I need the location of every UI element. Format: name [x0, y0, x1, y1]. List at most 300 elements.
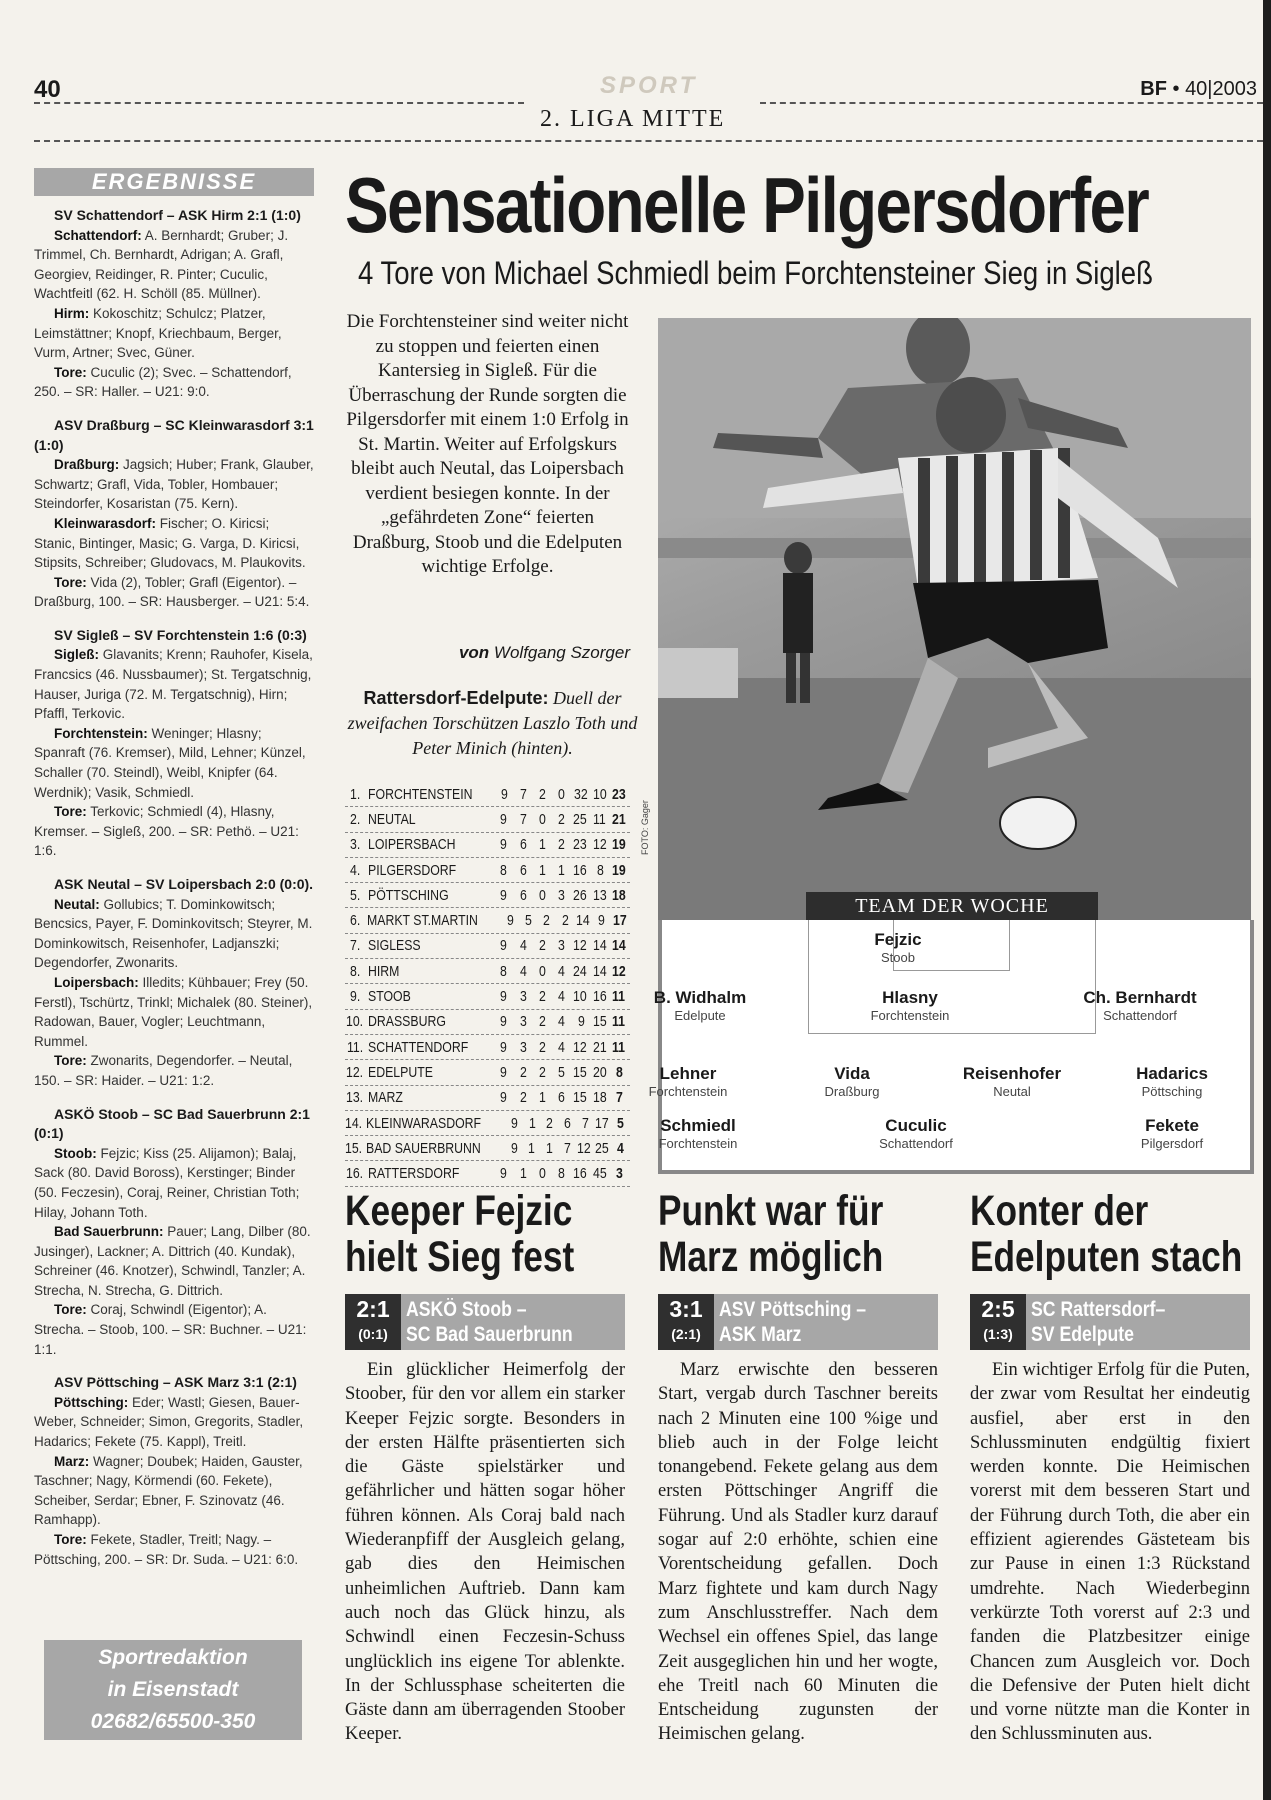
cell-value: 1 — [519, 1165, 527, 1183]
article-headline — [658, 1188, 938, 1288]
article-column — [345, 1188, 625, 1747]
standings-cell-ga — [591, 887, 610, 904]
cell-value: SIGLESS — [367, 937, 421, 955]
standings-cell-l — [553, 1013, 572, 1030]
cell-value: 25 — [573, 810, 588, 828]
standings-cell-l — [553, 1089, 572, 1106]
standings-cell-d — [534, 811, 553, 828]
standings-cell-pos — [345, 1039, 368, 1056]
contact-phone: 02682/65500-350 — [90, 1710, 256, 1733]
cell-value: 2 — [539, 937, 546, 955]
headline-line: Keeper Fejzic — [345, 1187, 573, 1235]
match-result — [34, 1373, 314, 1569]
standings-cell-d — [534, 988, 553, 1005]
cell-value: 7 — [616, 1089, 624, 1107]
lineup-text: Gollubics; T. Dominkowitsch; Bencsics, Payer, F. Dominkovitsch; Steyrer, M. Dominkowitsch, Reisenhofer, Ladjanszki; Degendorfer, Zwonarits. — [34, 896, 313, 971]
standings-cell-ga — [595, 1140, 613, 1157]
standings-cell-ga — [593, 912, 611, 929]
cell-value: 11 — [612, 1013, 626, 1031]
standings-cell-l — [553, 862, 572, 879]
lineup-line — [34, 1051, 314, 1090]
standings-cell-name — [368, 937, 495, 954]
standings-cell-l — [553, 811, 572, 828]
standings-row — [345, 934, 630, 959]
cell-value: 10 — [592, 785, 607, 803]
standings-cell-p — [495, 786, 514, 803]
cell-value: 15 — [573, 1063, 588, 1081]
cell-value: 15 — [592, 1013, 607, 1031]
team-of-week-player — [630, 988, 770, 1023]
team-label: Tore: — [54, 1302, 87, 1318]
standings-cell-d — [534, 1165, 553, 1182]
cell-value: 1 — [558, 861, 566, 879]
team-of-week-player — [828, 930, 968, 965]
lineup-text: Zwonarits, Degendorfer. – Neutal, 150. – SR: Haider. – U21: 1:2. — [34, 1053, 293, 1088]
team-line: SC Bad Sauerbrunn — [406, 1323, 573, 1346]
standings-cell-l — [553, 988, 572, 1005]
standings-cell-p — [495, 1039, 514, 1056]
team-of-week-player — [782, 1064, 922, 1099]
standings-cell-pos — [345, 963, 368, 980]
standings-cell-p — [495, 887, 514, 904]
lineup-text: Cuculic (2); Svec. – Schattendorf, 250. – SR: Haller. – U21: 9:0. — [34, 364, 292, 400]
standings-cell-pos — [345, 786, 368, 803]
cell-value: 2 — [539, 1063, 546, 1081]
standings-cell-gf — [572, 786, 591, 803]
standings-cell-pos — [345, 912, 367, 929]
article-column — [970, 1188, 1250, 1747]
player-name: Schmiedl — [660, 1116, 736, 1135]
cell-value: 14 — [575, 912, 590, 930]
lineup-line — [34, 973, 314, 1051]
standings-cell-name — [368, 887, 495, 904]
standings-cell-name — [368, 988, 495, 1005]
cell-value: 3 — [519, 988, 527, 1006]
standings-cell-p — [495, 836, 514, 853]
standings-cell-pts — [611, 1013, 630, 1030]
headline-line: Punkt war für — [658, 1187, 884, 1235]
cell-value: 2 — [519, 1063, 527, 1081]
cell-value: 9 — [500, 1063, 508, 1081]
match-title: ASK Neutal – SV Loipersbach 2:0 (0:0). — [54, 876, 314, 892]
cell-value: 12 — [577, 1139, 592, 1157]
cell-value: 5 — [558, 1063, 566, 1081]
standings-cell-pts — [611, 811, 630, 828]
lineup-text: Kokoschitz; Schulcz; Platzer, Leimstättner; Knopf, Kriechbaum, Berger, Vurm, Artner; Svec, Güner. — [34, 305, 282, 361]
headline-line: Konter der — [970, 1187, 1149, 1235]
match-result — [34, 875, 314, 1091]
cell-value: 10. — [345, 1013, 364, 1031]
standings-cell-w — [514, 862, 533, 879]
standings-row — [345, 807, 630, 832]
standings-cell-gf — [577, 1140, 595, 1157]
score-box — [658, 1294, 714, 1350]
headline-line: Edelputen stach — [970, 1233, 1243, 1281]
cell-value: 8 — [616, 1063, 624, 1081]
cell-value: MARKT ST.MARTIN — [366, 912, 478, 930]
league-title: 2. LIGA MITTE — [540, 106, 726, 132]
cell-value: 18 — [592, 1089, 607, 1107]
team-label: Draßburg: — [54, 457, 120, 473]
standings-cell-pts — [611, 786, 630, 803]
standings-cell-d — [534, 1064, 553, 1081]
lineup-text: Fekete, Stadler, Treitl; Nagy. – Pöttsching, 200. – SR: Dr. Suda. – U21: 6:0. — [34, 1532, 299, 1567]
standings-cell-l — [553, 1039, 572, 1056]
standings-row — [345, 1010, 630, 1035]
cell-value: 9 — [506, 912, 514, 930]
cell-value: 32 — [573, 785, 588, 803]
cell-value: 1 — [528, 1139, 536, 1157]
standings-cell-l — [553, 836, 572, 853]
standings-cell-l — [553, 963, 572, 980]
standings-cell-ga — [591, 811, 610, 828]
byline-author: Wolfgang Szorger — [493, 643, 630, 662]
lineup-line — [34, 1393, 314, 1452]
standings-row — [345, 1111, 630, 1136]
lineup-text: Pauer; Lang, Dilber (80. Jusinger), Lackner; A. Dittrich (40. Kundak), Schreiner (46. Knotzer), Schwindl, Tanzler; A. Strecha, N. Strecha, G. Dittrich. — [34, 1224, 311, 1298]
cell-value: 9 — [510, 1114, 518, 1132]
standings-cell-pos — [345, 1013, 368, 1030]
standings-cell-pts — [612, 912, 630, 929]
standings-cell-p — [495, 1089, 514, 1106]
cell-value: FORCHTENSTEIN — [367, 785, 473, 803]
cell-value: 9 — [510, 1139, 518, 1157]
cell-value: 7 — [519, 810, 527, 828]
lineup-line — [34, 802, 314, 861]
brand: BF — [1140, 78, 1167, 100]
standings-cell-p — [495, 963, 514, 980]
cell-value: 9 — [500, 785, 508, 803]
match-title: ASV Draßburg – SC Kleinwarasdorf 3:1 (1:0) — [34, 416, 314, 453]
standings-cell-name — [366, 1115, 506, 1132]
cell-value: 11 — [612, 1038, 626, 1056]
cell-value: RATTERSDORF — [367, 1165, 460, 1183]
issue: 40|2003 — [1185, 78, 1257, 100]
standings-cell-p — [506, 1140, 524, 1157]
standings-cell-w — [514, 963, 533, 980]
cell-value: 0 — [539, 810, 546, 828]
cell-value: 0 — [539, 886, 546, 904]
cell-value: EDELPUTE — [367, 1063, 433, 1081]
cell-value: 12 — [612, 962, 626, 980]
score-bar — [345, 1294, 625, 1350]
cell-value: 3 — [519, 1038, 527, 1056]
team-of-week-player — [1102, 1116, 1242, 1151]
team-of-week-player — [1070, 988, 1210, 1023]
cell-value: 8 — [500, 962, 508, 980]
standings-cell-pos — [345, 1165, 368, 1182]
standings-cell-l — [559, 1140, 577, 1157]
byline-von: von — [458, 643, 490, 662]
cell-value: DRASSBURG — [367, 1013, 446, 1031]
team-label: Tore: — [54, 804, 87, 820]
standings-row — [345, 908, 630, 933]
headline-line: Marz möglich — [658, 1233, 884, 1281]
cell-value: 14 — [592, 937, 607, 955]
lineup-text: Coraj, Schwindl (Eigentor); A. Strecha. – Stoob, 100. – SR: Buchner. – U21: 1:1. — [34, 1302, 307, 1357]
team-label: Loipersbach: — [54, 974, 139, 990]
cell-value: 0 — [558, 785, 566, 803]
cell-value: 11. — [346, 1038, 363, 1056]
standings-row — [345, 858, 630, 883]
team-line: ASK Marz — [719, 1323, 802, 1346]
standings-cell-name — [368, 1013, 495, 1030]
lineup-line — [34, 645, 314, 723]
player-name: Lehner — [659, 1064, 717, 1083]
halftime-score: (1:3) — [983, 1326, 1013, 1342]
contact-line: in Eisenstadt — [107, 1678, 239, 1701]
standings-cell-ga — [591, 988, 610, 1005]
headline: Sensationelle Pilgersdorfer — [345, 161, 1149, 249]
lineup-text: A. Bernhardt; Gruber; J. Trimmel, Ch. Bernhardt, Adrigan; A. Grafl, Georgiev, Reidinger, R. Pinter; Cuculic, Wachtfeitl (62. H. Schöll (85. Müllner). — [34, 227, 289, 302]
team-label: Tore: — [54, 574, 87, 590]
cell-value: 12 — [573, 1038, 588, 1056]
standings-cell-name — [368, 811, 495, 828]
score-box — [970, 1294, 1026, 1350]
cell-value: 7 — [519, 785, 527, 803]
cell-value: 9 — [500, 836, 508, 854]
standings-cell-pos — [345, 811, 368, 828]
standings-cell-name — [367, 912, 502, 929]
team-of-week-player — [618, 1064, 758, 1099]
standings-row — [345, 833, 630, 858]
cell-value: 0 — [539, 962, 546, 980]
divider — [34, 102, 524, 104]
lineup-line — [34, 895, 314, 973]
standings-cell-w — [524, 1115, 542, 1132]
cell-value: KLEINWARASDORF — [365, 1114, 481, 1132]
standings-cell-name — [368, 1039, 495, 1056]
standings-cell-d — [534, 1089, 553, 1106]
standings-cell-name — [368, 786, 496, 803]
cell-value: 26 — [573, 886, 588, 904]
player-name: Ch. Bernhardt — [1083, 988, 1197, 1007]
standings-cell-pos — [345, 836, 368, 853]
standings-cell-pts — [611, 1165, 630, 1182]
cell-value: 1 — [539, 1089, 546, 1107]
team-of-week-title: TEAM DER WOCHE — [806, 892, 1098, 920]
cell-value: 15. — [345, 1139, 363, 1157]
photo-credit: FOTO: Gager — [640, 800, 650, 855]
cell-value: 9 — [598, 912, 606, 930]
cell-value: 4 — [519, 962, 527, 980]
cell-value: 6. — [349, 912, 360, 930]
cell-value: 9 — [500, 1038, 508, 1056]
contact-box — [44, 1640, 302, 1740]
player-club: Stoob — [881, 950, 915, 965]
cell-value: 5. — [350, 886, 361, 904]
cell-value: 17 — [612, 912, 627, 930]
team-of-week-player — [840, 988, 980, 1023]
cell-value: 9 — [500, 1089, 508, 1107]
standings-cell-ga — [591, 836, 610, 853]
standings-cell-w — [514, 836, 533, 853]
standings-cell-pts — [611, 836, 630, 853]
standings-cell-d — [534, 1013, 553, 1030]
headline-line: hielt Sieg fest — [345, 1233, 575, 1281]
caption-title: Rattersdorf-Edelpute: — [363, 688, 549, 708]
standings-cell-gf — [572, 1165, 591, 1182]
cell-value: 7. — [350, 937, 361, 955]
standings-row — [345, 883, 630, 908]
team-label: Neutal: — [54, 896, 100, 912]
standings-cell-pos — [345, 1089, 368, 1106]
standings-cell-name — [366, 1140, 506, 1157]
lineup-line — [34, 455, 314, 514]
standings-cell-gf — [575, 912, 593, 929]
cell-value: 2 — [539, 1038, 546, 1056]
standings-cell-ga — [591, 862, 610, 879]
lineup-line — [34, 514, 314, 573]
caption-text: Duell der zweifachen Torschützen Laszlo Toth und Peter Minich (hinten). — [347, 688, 638, 758]
lineup-text: Illedits; Kühbauer; Frey (50. Ferstl), Tschürtz, Trinkl; Michalek (80. Steiner), Radowan, Bauer, Vogler; Leuchtmann, Rummel. — [34, 974, 313, 1049]
team-label: Tore: — [54, 1053, 87, 1069]
standings-cell-name — [368, 862, 495, 879]
standings-cell-gf — [572, 937, 591, 954]
cell-value: 21 — [592, 1038, 607, 1056]
cell-value: 3 — [616, 1165, 624, 1183]
lineup-line — [34, 724, 314, 802]
standings-row — [345, 984, 630, 1009]
lineup-text: Fejzic; Kiss (25. Alijamon); Balaj, Sack (80. David Boross), Kerstinger; Binder (50. Feczesin), Coraj, Reiner, Christian Toth; Hilay, Johann Toth. — [34, 1145, 300, 1220]
cell-value: MARZ — [367, 1089, 403, 1107]
cell-value: 10 — [573, 988, 588, 1006]
standings-cell-gf — [572, 1064, 591, 1081]
subheadline: 4 Tore von Michael Schmiedl beim Forchtensteiner Sieg in Sigleß — [358, 255, 1153, 291]
cell-value: 2 — [561, 912, 569, 930]
cell-value: 2 — [558, 836, 566, 854]
article-column — [658, 1188, 938, 1747]
lineup-text: Glavanits; Krenn; Rauhofer, Kisela, Francsics (46. Nussbaumer); St. Tergatschnig, Hauser, Juriga (72. M. Tergatschnig), Hirn; Pfaffl, Terkovic. — [34, 647, 313, 722]
cell-value: 23 — [612, 785, 626, 803]
final-score: 2:1 — [356, 1296, 390, 1322]
standings-cell-gf — [577, 1115, 595, 1132]
cell-value: 17 — [595, 1114, 609, 1132]
cell-value: 0 — [539, 1165, 546, 1183]
section-label: SPORT — [600, 72, 698, 99]
standings-cell-d — [534, 786, 553, 803]
standings-cell-l — [557, 912, 575, 929]
article-headline — [345, 1188, 625, 1288]
team-label: Hirm: — [54, 305, 90, 321]
standings-cell-p — [495, 862, 514, 879]
cell-value: 3 — [558, 937, 566, 955]
team-line: SV Edelpute — [1031, 1323, 1134, 1346]
standings-cell-d — [534, 963, 553, 980]
cell-value: 6 — [558, 1089, 566, 1107]
cell-value: 15 — [573, 1089, 588, 1107]
cell-value: 2 — [539, 988, 546, 1006]
cell-value: 4 — [558, 962, 566, 980]
standings-cell-ga — [591, 1089, 610, 1106]
match-title: ASKÖ Stoob – SC Bad Sauerbrunn 2:1 (0:1) — [34, 1105, 310, 1142]
cell-value: 9 — [500, 937, 508, 955]
cell-value: 4 — [616, 1139, 624, 1157]
cell-value: 6 — [519, 886, 527, 904]
match-teams — [401, 1294, 578, 1350]
match-title: SV Sigleß – SV Forchtenstein 1:6 (0:3) — [54, 626, 307, 643]
player-name: Hlasny — [882, 988, 938, 1007]
player-club: Draßburg — [824, 1084, 880, 1099]
standings-cell-d — [534, 887, 553, 904]
cell-value: 9 — [500, 886, 508, 904]
standings-cell-w — [514, 1013, 533, 1030]
standings-cell-l — [553, 887, 572, 904]
standings-cell-p — [495, 1013, 514, 1030]
masthead: BF • 40|2003 — [1140, 78, 1257, 100]
cell-value: 1 — [528, 1114, 536, 1132]
cell-value: 3 — [519, 1013, 527, 1031]
standings-cell-p — [495, 937, 514, 954]
cell-value: 8 — [500, 861, 508, 879]
standings-cell-l — [553, 937, 572, 954]
standings-cell-name — [368, 963, 495, 980]
standings-cell-w — [514, 937, 533, 954]
player-club: Pilgersdorf — [1140, 1136, 1204, 1151]
standings-cell-p — [495, 811, 514, 828]
standings-cell-p — [506, 1115, 524, 1132]
cell-value: 2 — [539, 1013, 546, 1031]
standings-row — [345, 1136, 630, 1161]
standings-cell-name — [368, 1089, 495, 1106]
standings-cell-pts — [611, 988, 630, 1005]
contact-line: Sportredaktion — [98, 1646, 248, 1669]
team-label: Kleinwarasdorf: — [54, 515, 157, 531]
match-result — [34, 206, 314, 402]
cell-value: PILGERSDORF — [367, 861, 456, 879]
standings-cell-pts — [611, 963, 630, 980]
standings-cell-pos — [345, 937, 368, 954]
cell-value: 6 — [519, 861, 527, 879]
team-line: ASKÖ Stoob – — [406, 1298, 527, 1321]
standings-cell-gf — [572, 836, 591, 853]
team-of-week-player — [628, 1116, 768, 1151]
standings-cell-d — [534, 1039, 553, 1056]
cell-value: 2 — [546, 1114, 554, 1132]
standings-cell-pos — [345, 1064, 368, 1081]
cell-value: 2 — [543, 912, 551, 930]
cell-value: 16 — [573, 861, 588, 879]
team-label: Marz: — [54, 1453, 90, 1469]
cell-value: 4 — [558, 988, 566, 1006]
cell-value: 14 — [592, 962, 607, 980]
standings-cell-gf — [572, 811, 591, 828]
standings-cell-pos — [345, 862, 368, 879]
lineup-text: Weninger; Hlasny; Spanraft (76. Kremser), Mild, Lehner; Künzel, Schaller (70. Steindl), Weibl, Knipfer (64. Werdnik); Vasik, Schmiedl. — [34, 725, 306, 800]
standings-cell-gf — [572, 988, 591, 1005]
standings-cell-d — [539, 912, 557, 929]
lineup-line — [34, 1222, 314, 1300]
cell-value: 11 — [612, 988, 626, 1006]
cell-value: 18 — [612, 886, 626, 904]
score-box — [345, 1294, 401, 1350]
standings-cell-gf — [572, 1039, 591, 1056]
cell-value: 16 — [573, 1165, 588, 1183]
standings-cell-pos — [345, 988, 368, 1005]
player-name: Hadarics — [1136, 1064, 1208, 1083]
team-label: Tore: — [54, 1532, 87, 1547]
intro-text: Die Forchtensteiner sind weiter nicht zu stoppen und feierten einen Kantersieg in Sigleß. Für die Überraschung der Runde sorgten die Pilgersdorfer mit einem 1:0 Erfolg in St. Martin. Weiter auf Erfolgskurs bleibt auch Neutal, das Loipersbach verdient besiegen konnte. In der „gefährdeten Zone“ feierten Draßburg, Stoob und die Edelputen wichtige Erfolge. — [346, 311, 629, 577]
match-result — [34, 626, 314, 861]
player-club: Forchtenstein — [658, 1136, 738, 1151]
match-result — [34, 416, 314, 612]
standings-cell-pos — [345, 1140, 366, 1157]
standings-row — [345, 959, 630, 984]
cell-value: 2 — [558, 810, 566, 828]
standings-cell-d — [534, 937, 553, 954]
team-label: Sigleß: — [54, 647, 100, 663]
standings-cell-ga — [595, 1115, 613, 1132]
